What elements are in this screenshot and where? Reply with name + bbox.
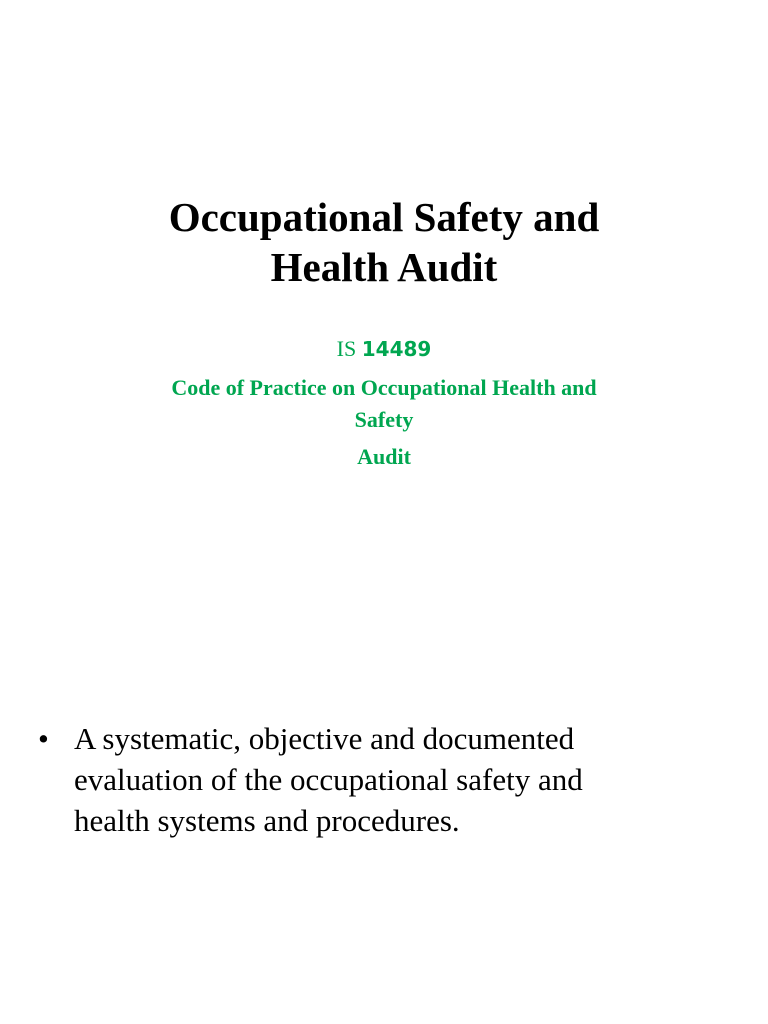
standard-prefix: IS [336, 336, 357, 361]
bullet-line-3: health systems and procedures. [74, 803, 460, 838]
bullet-text [74, 718, 698, 841]
code-of-practice [0, 372, 768, 473]
code-of-practice-line-3: Audit [357, 444, 411, 469]
standard-reference [0, 334, 768, 364]
code-of-practice-line-2: Safety [354, 407, 414, 432]
bullet-line-1: A systematic, objective and documented [74, 721, 575, 756]
bullet-line-2: evaluation of the occupational safety and [74, 762, 583, 797]
title-line-1: Occupational Safety and [168, 194, 600, 240]
code-of-practice-line-1: Code of Practice on Occupational Health and [171, 375, 597, 400]
standard-number: 14489 [361, 337, 432, 361]
slide-title [0, 192, 768, 292]
title-line-2: Health Audit [270, 244, 498, 290]
bullet-icon: • [38, 721, 49, 756]
subtitle-block [0, 334, 768, 473]
